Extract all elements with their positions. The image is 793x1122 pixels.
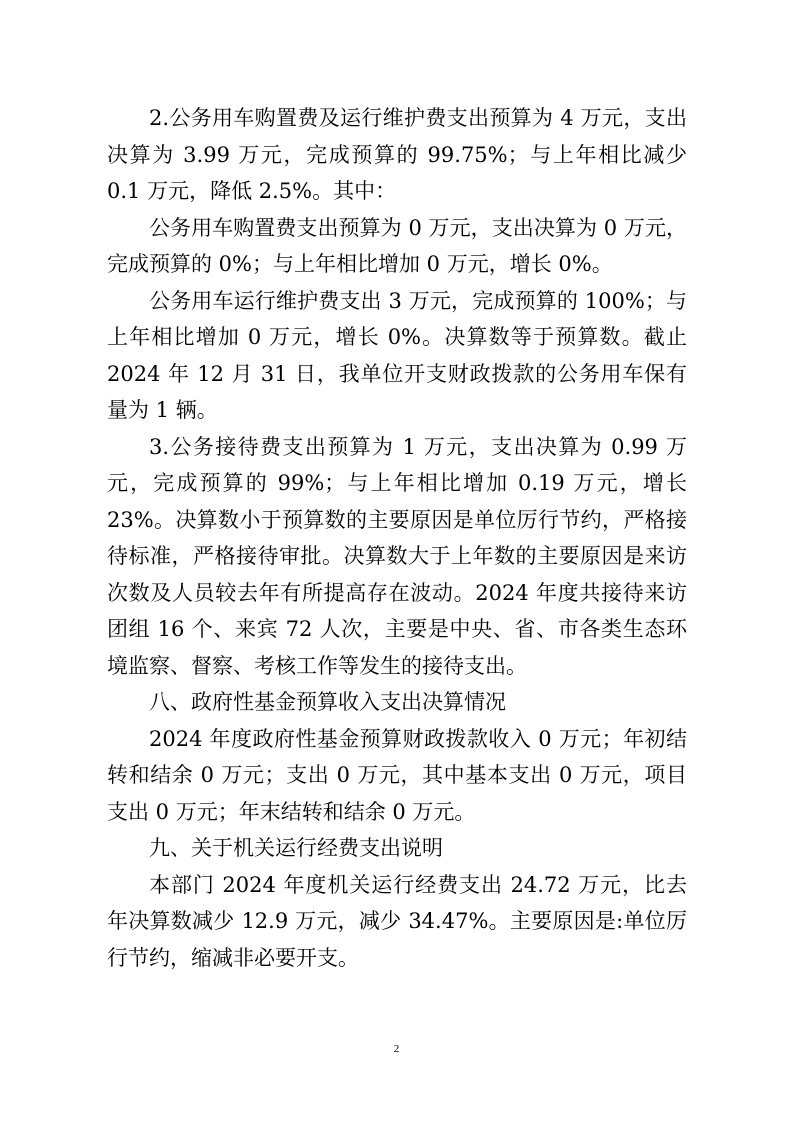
paragraph-vehicle-maintenance: 公务用车运行维护费支出 3 万元，完成预算的 100%；与上年相比增加 0 万元，增长 0%。决算数等于预算数。截止 2024 年 12 月 31 日，我单位开支财政拨款的公务用车保有量为 1 辆。 — [107, 288, 687, 422]
paragraph-reception-expenses: 3.公务接待费支出预算为 1 万元，支出决算为 0.99 万元，完成预算的 99%；与上年相比增加 0.19 万元，增长 23%。决算数小于预算数的主要原因是单位厉行节约，严格接待标准，严格接待审批。决算数大于上年数的主要原因是来访次数及人员较去年有所提高存在波动。2024 年度共接待来访团组 16 个、来宾 72 人次，主要是中央、省、市各类生态环境监察、督察、考核工作等发生的接待支出。 — [107, 434, 687, 678]
paragraph-vehicle-expenses: 2.公务用车购置费及运行维护费支出预算为 4 万元，支出决算为 3.99 万元，完成预算的 99.75%；与上年相比减少 0.1 万元，降低 2.5%。其中： — [107, 106, 687, 203]
paragraph-government-fund: 2024 年度政府性基金预算财政拨款收入 0 万元；年初结转和结余 0 万元；支出 0 万元，其中基本支出 0 万元，项目支出 0 万元；年末结转和结余 0 万元。 — [107, 726, 688, 824]
document-body — [107, 100, 687, 976]
paragraph-operating-expenses: 本部门 2024 年度机关运行经费支出 24.72 万元，比去年决算数减少 12.9 万元，减少 34.47%。主要原因是:单位厉行节约，缩减非必要开支。 — [107, 872, 687, 970]
page-number: 2 — [393, 1043, 400, 1055]
section-heading-government-fund: 八、政府性基金预算收入支出决算情况 — [149, 690, 506, 714]
paragraph-vehicle-purchase: 公务用车购置费支出预算为 0 万元，支出决算为 0 万元，完成预算的 0%；与上年相比增加 0 万元，增长 0%。 — [107, 215, 687, 276]
section-heading-operating-expenses: 九、关于机关运行经费支出说明 — [149, 836, 443, 860]
